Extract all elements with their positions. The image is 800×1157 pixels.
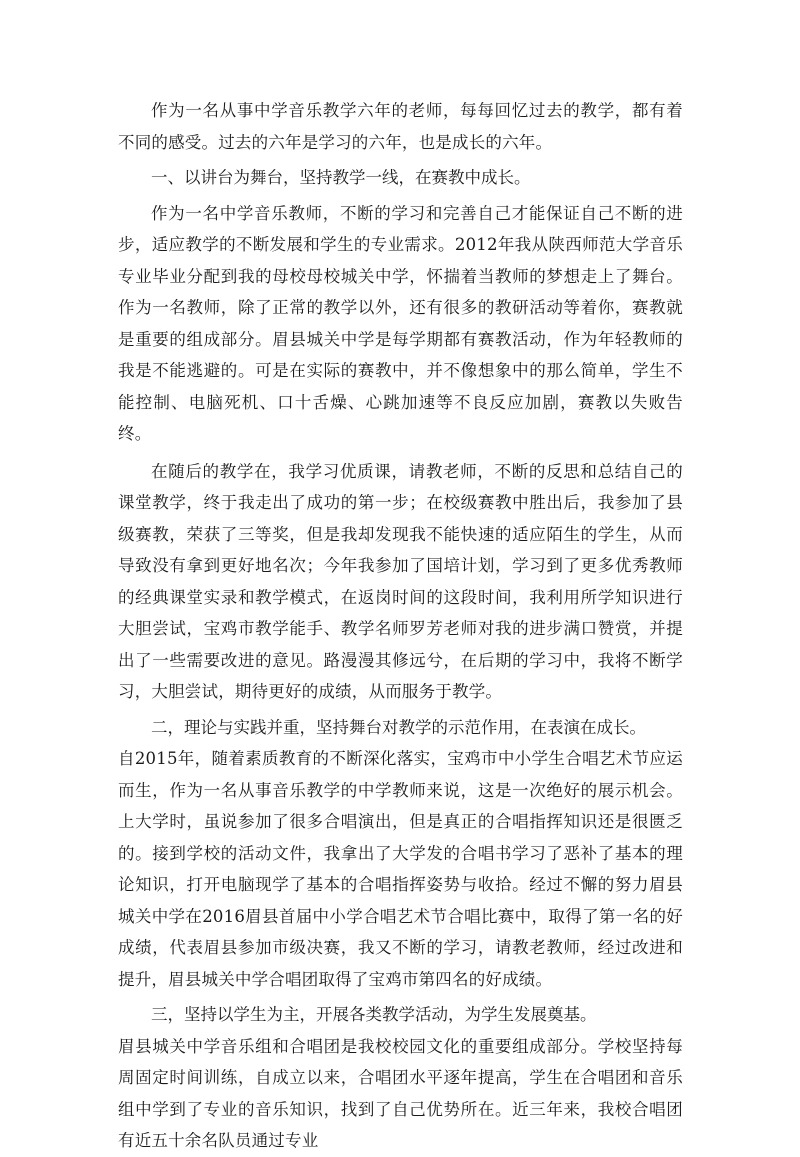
paragraph-section-1-a: 作为一名中学音乐教师，不断的学习和完善自己才能保证自己不断的进步，适应教学的不断发展和学生的专业需求。2012年我从陕西师范大学音乐专业毕业分配到我的母校母校城关中学，怀揣着当教师的梦想走上了舞台。作为一名教师，除了正常的教学以外，还有很多的教研活动等着你，赛教就是重要的组成部分。眉县城关中学是每学期都有赛教活动，作为年轻教师的我是不能逃避的。可是在实际的赛教中，并不像想象中的那么简单，学生不能控制、电脑死机、口十舌燥、心跳加速等不良反应加剧，赛教以失败告终。 bbox=[118, 203, 683, 443]
paragraph-section-3: 眉县城关中学音乐组和合唱团是我校校园文化的重要组成部分。学校坚持每周固定时间训练，自成立以来，合唱团水平逐年提高，学生在合唱团和音乐组中学到了专业的音乐知识，找到了自己优势所在。近三年来，我校合唱团有近五十余名队员通过专业 bbox=[118, 1036, 683, 1150]
section-heading-1: 一、以讲台为舞台，坚持教学一线，在赛教中成长。 bbox=[151, 168, 531, 187]
section-heading-3: 三，坚持以学生为主，开展各类教学活动，为学生发展奠基。 bbox=[151, 1005, 597, 1024]
paragraph-section-2: 自2015年，随着素质教育的不断深化落实，宝鸡市中小学生合唱艺术节应运而生，作为一名从事音乐教学的中学教师来说，这是一次绝好的展示机会。上大学时，虽说参加了很多合唱演出，但是真正的合唱指挥知识还是很匮乏的。接到学校的活动文件，我拿出了大学发的合唱书学习了恶补了基本的理论知识，打开电脑现学了基本的合唱指挥姿势与收拾。经过不懈的努力眉县城关中学在2016眉县首届中小学合唱艺术节合唱比赛中，取得了第一名的好成绩，代表眉县参加市级决赛，我又不断的学习，请教老教师，经过改进和提升，眉县城关中学合唱团取得了宝鸡市第四名的好成绩。 bbox=[118, 749, 683, 989]
paragraph-intro: 作为一名从事中学音乐教学六年的老师，每每回忆过去的教学，都有着不同的感受。过去的六年是学习的六年，也是成长的六年。 bbox=[118, 101, 683, 152]
section-heading-2: 二，理论与实践并重，坚持舞台对教学的示范作用，在表演在成长。 bbox=[151, 717, 646, 737]
paragraph-section-1-b: 在随后的教学在，我学习优质课，请教老师，不断的反思和总结自己的课堂教学，终于我走出了成功的第一步；在校级赛教中胜出后，我参加了县级赛教，荣获了三等奖，但是我却发现我不能快速的适应陌生的学生，从而导致没有拿到更好地名次；今年我参加了国培计划，学习到了更多优秀教师的经典课堂实录和教学模式，在返岗时间的这段时间，我利用所学知识进行大胆尝试，宝鸡市教学能手、教学名师罗芳老师对我的进步满口赞赏，并提出了一些需要改进的意见。路漫漫其修远兮，在后期的学习中，我将不断学习，大胆尝试，期待更好的成绩，从而服务于教学。 bbox=[118, 461, 683, 701]
document-page bbox=[118, 95, 683, 1157]
